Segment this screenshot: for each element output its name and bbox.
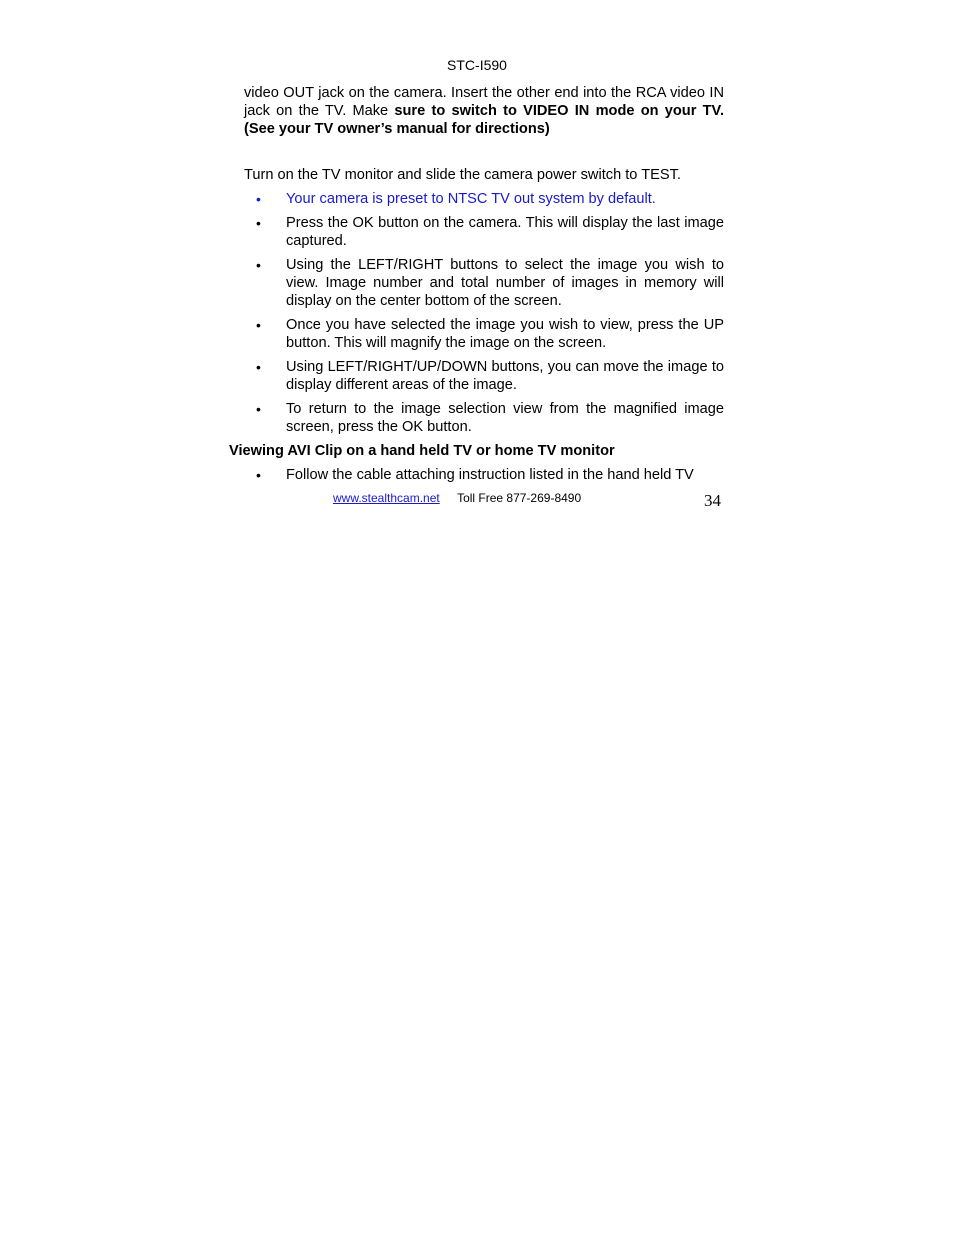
- list-item: • Using LEFT/RIGHT/UP/DOWN buttons, you can move the image to display different areas of the image.: [244, 358, 724, 394]
- section-list: [244, 466, 724, 484]
- section-heading: Viewing AVI Clip on a hand held TV or home TV monitor: [229, 443, 615, 459]
- page-content: [229, 84, 724, 490]
- intro-text: video OUT jack on the camera. Insert the other end into the RCA video IN jack on the TV. Make: [244, 85, 724, 119]
- page-header-model: STC-I590: [447, 57, 507, 73]
- list-item: • Your camera is preset to NTSC TV out system by default.: [244, 190, 724, 208]
- website-link[interactable]: www.stealthcam.net: [333, 491, 440, 505]
- instruction-paragraph: Turn on the TV monitor and slide the camera power switch to TEST.: [244, 167, 681, 183]
- list-item: • To return to the image selection view from the magnified image screen, press the OK button.: [244, 400, 724, 436]
- page-number: 34: [704, 491, 721, 510]
- instruction-list: [244, 190, 724, 436]
- list-item: • Once you have selected the image you wish to view, press the UP button. This will magnify the image on the screen.: [244, 316, 724, 352]
- list-item: • Press the OK button on the camera. This will display the last image captured.: [244, 214, 724, 250]
- page-footer: [333, 490, 581, 506]
- list-item: • Follow the cable attaching instruction listed in the hand held TV: [244, 466, 724, 484]
- toll-free-number: Toll Free 877-269-8490: [457, 491, 582, 505]
- intro-bold-text: sure to switch to VIDEO IN mode on your TV. (See your TV owner’s manual for directions): [244, 103, 724, 137]
- intro-paragraph: [244, 84, 724, 138]
- list-item: • Using the LEFT/RIGHT buttons to select the image you wish to view. Image number and total number of images in memory will display on the center bottom of the screen.: [244, 256, 724, 310]
